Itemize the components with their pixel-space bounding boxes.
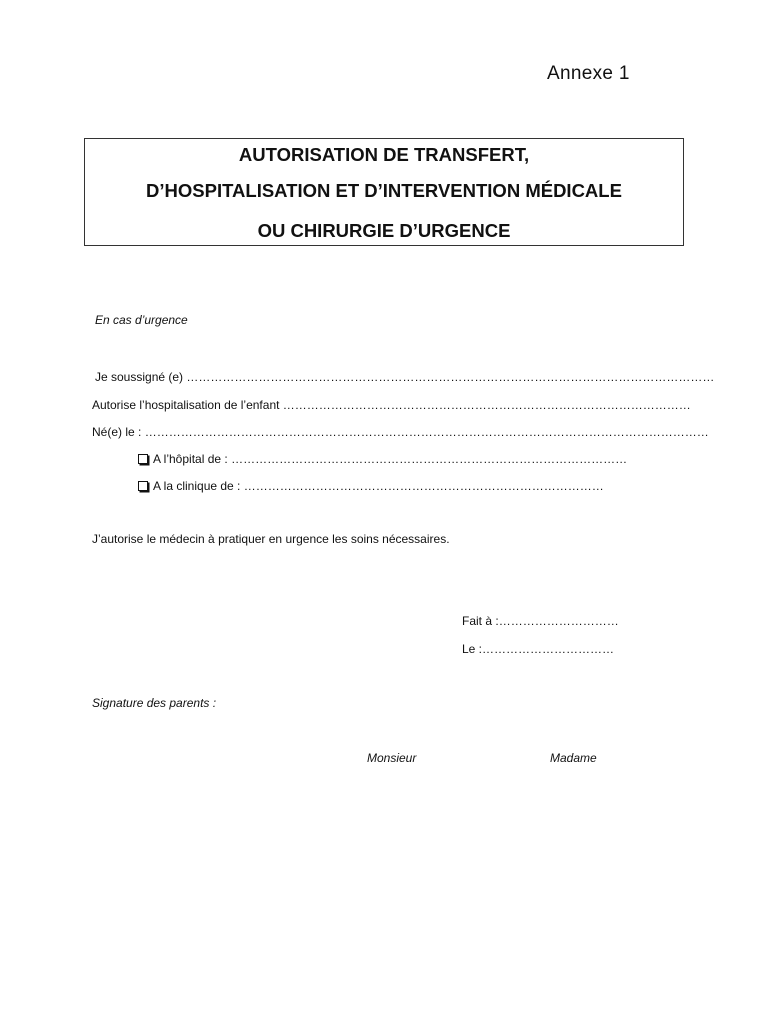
fait-row (462, 614, 619, 628)
title-line-3: OU CHIRURGIE D’URGENCE (257, 220, 511, 241)
autorise-label: Autorise l’hospitalisation de l’enfant (92, 398, 280, 412)
clinique-field[interactable]: ……………………………………………………………………………… (243, 479, 604, 493)
clinique-checkbox[interactable] (138, 481, 148, 491)
hopital-field[interactable]: ……………………………………………………………………………………… (231, 452, 628, 466)
hopital-row (138, 452, 627, 466)
signature-label: Signature des parents : (92, 696, 217, 710)
title-line-1: AUTORISATION DE TRANSFERT, (238, 144, 530, 165)
fait-label: Fait à : (462, 614, 499, 628)
document-title-box (84, 138, 684, 246)
signature-monsieur[interactable]: Monsieur (367, 751, 417, 765)
date-field[interactable]: …………………………… (482, 642, 615, 656)
consent-text: J’autorise le médecin à pratiquer en urgence les soins nécessaires. (92, 532, 450, 546)
title-line-2: D’HOSPITALISATION ET D’INTERVENTION MÉDICALE (146, 180, 622, 201)
signature-madame[interactable]: Madame (550, 751, 597, 765)
soussigne-label: Je soussigné (e) (95, 370, 184, 384)
hopital-checkbox[interactable] (138, 454, 148, 464)
autorise-row (92, 398, 691, 412)
enfant-field[interactable]: ………………………………………………………………………………………… (282, 398, 691, 412)
clinique-label: A la clinique de : (153, 479, 241, 493)
naissance-field[interactable]: …………………………………………………………………………………………………………………………… (144, 425, 709, 439)
soussigne-row (95, 370, 714, 384)
annex-label: Annexe 1 (547, 63, 630, 84)
clinique-row (138, 479, 604, 493)
naissance-row (92, 425, 709, 439)
date-row (462, 642, 614, 656)
hopital-label: A l’hôpital de : (153, 452, 228, 466)
fait-field[interactable]: ………………………… (498, 614, 619, 628)
intro-text: En cas d’urgence (95, 313, 188, 327)
naissance-label: Né(e) le : (92, 425, 142, 439)
soussigne-field[interactable]: …………………………………………………………………………………………………………………… (186, 370, 715, 384)
date-label: Le : (462, 642, 483, 656)
